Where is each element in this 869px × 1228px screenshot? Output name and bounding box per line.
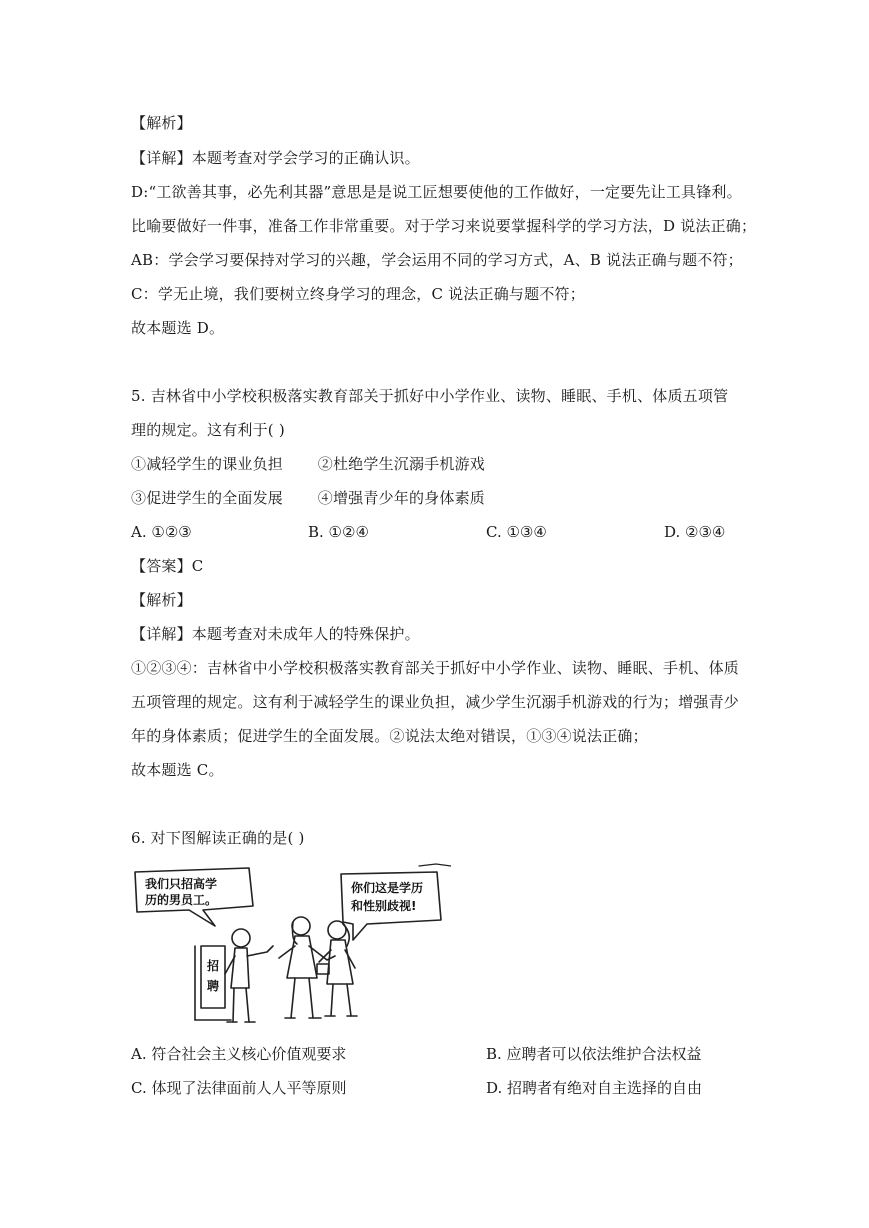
right-bubble-text-1: 你们这是学历 [351,881,424,895]
q5-analysis-label: 【解析】 [131,591,192,609]
left-bubble-text-2: 历的男员工。 [145,893,218,907]
q4-explanation-c: C：学无止境，我们要树立终身学习的理念，C 说法正确与题不符； [131,285,585,303]
q4-explanation-ab: AB：学会学习要保持对学习的兴趣，学会运用不同的学习方式，A、B 说法正确与题不符； [131,251,743,269]
sign-text-1: 招 [207,959,220,973]
q5-explanation-line1: ①②③④：吉林省中小学校积极落实教育部关于抓好中小学作业、读物、睡眠、手机、体质 [131,659,740,677]
applicant-woman-right [319,921,357,1016]
q5-answer: 【答案】C [131,557,204,575]
left-bubble-text-1: 我们只招高学 [145,877,218,891]
recruiter-figure [225,929,273,1022]
q6-option-b: B. 应聘者可以依法维护合法权益 [486,1045,702,1063]
q4-detail: 【详解】本题考查对学会学习的正确认识。 [131,149,420,167]
q5-statements-line2: ③促进学生的全面发展 ④增强青少年的身体素质 [131,489,485,507]
q5-detail: 【详解】本题考查对未成年人的特殊保护。 [131,625,420,643]
sign-text-2: 聘 [207,979,220,993]
q6-option-a: A. 符合社会主义核心价值观要求 [131,1045,347,1063]
q5-option-c: C. ①③④ [486,523,547,541]
q5-explanation-line2: 五项管理的规定。这有利于减轻学生的课业负担，减少学生沉溺手机游戏的行为；增强青少 [131,693,740,711]
q4-conclusion: 故本题选 D。 [131,319,225,337]
q6-stem: 6. 对下图解读正确的是( ) [131,829,305,847]
q5-option-a: A. ①②③ [131,523,192,541]
applicant-woman-middle [279,917,335,1018]
q5-option-d: D. ②③④ [664,523,726,541]
q6-option-d: D. 招聘者有绝对自主选择的自由 [486,1079,703,1097]
q4-explanation-d-line2: 比喻要做好一件事，准备工作非常重要。对于学习来说要掌握科学的学习方法，D 说法正确； [131,217,757,235]
recruitment-cartoon [131,860,451,1028]
q5-option-b: B. ①②④ [308,523,369,541]
recruitment-sign [201,946,225,1008]
q5-statements-line1: ①减轻学生的课业负担 ②杜绝学生沉溺手机游戏 [131,455,485,473]
q4-analysis-label: 【解析】 [131,114,192,132]
q5-explanation-line3: 年的身体素质；促进学生的全面发展。②说法太绝对错误，①③④说法正确； [131,727,648,745]
q5-stem-line2: 理的规定。这有利于( ) [131,421,285,439]
q6-option-c: C. 体现了法律面前人人平等原则 [131,1079,347,1097]
q5-stem-line1: 5. 吉林省中小学校积极落实教育部关于抓好中小学作业、读物、睡眠、手机、体质五项管 [131,387,729,405]
q4-explanation-d-line1: D:“工欲善其事，必先利其器”意思是是说工匠想要使他的工作做好，一定要先让工具锋利。 [131,183,742,201]
right-bubble-text-2: 和性别歧视! [351,899,417,913]
q5-conclusion: 故本题选 C。 [131,761,224,779]
